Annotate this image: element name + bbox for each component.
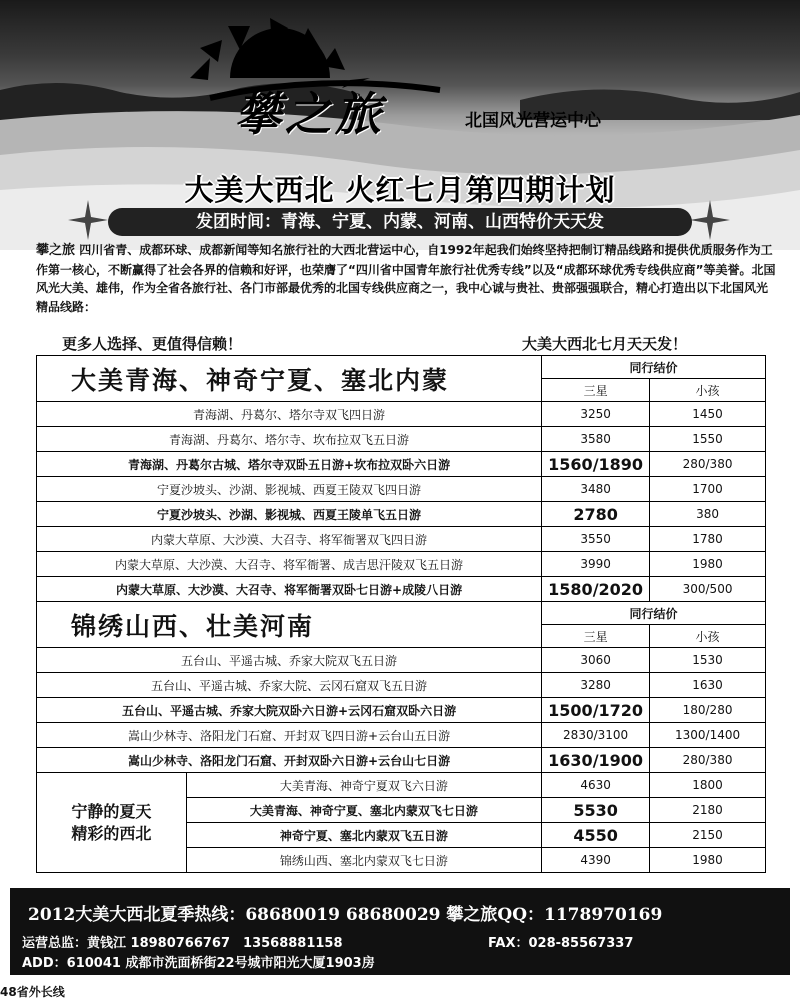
route-name: 五台山、平遥古城、乔家大院、云冈石窟双飞五日游 bbox=[37, 673, 542, 698]
route-name: 内蒙大草原、大沙漠、大召寺、将军衙署双卧七日游+成陵八日游 bbox=[37, 577, 542, 602]
hero-banner bbox=[0, 0, 800, 250]
table-row bbox=[37, 748, 766, 773]
child-price: 1700 bbox=[650, 477, 766, 502]
intro-brand: 攀之旅 bbox=[36, 243, 76, 258]
price-header: 同行结价 bbox=[542, 356, 766, 379]
route-name: 青海湖、丹葛尔、塔尔寺、坎布拉双飞五日游 bbox=[37, 427, 542, 452]
side-title-line1: 宁静的夏天 bbox=[71, 801, 152, 821]
child-price: 280/380 bbox=[650, 748, 766, 773]
routes-table bbox=[36, 355, 766, 873]
fax-number: FAX：028-85567337 bbox=[488, 936, 634, 951]
address-text: ADD：610041 成都市洗面桥街22号城市阳光大厦1903房 bbox=[22, 956, 375, 971]
contact-footer bbox=[10, 888, 790, 975]
adult-price: 3990 bbox=[542, 552, 650, 577]
adult-price: 3250 bbox=[542, 402, 650, 427]
child-price: 180/280 bbox=[650, 698, 766, 723]
tagline-right: 大美大西北七月天天发！ bbox=[522, 335, 688, 353]
route-name: 五台山、平遥古城、乔家大院双卧六日游+云冈石窟双卧六日游 bbox=[37, 698, 542, 723]
route-name: 嵩山少林寺、洛阳龙门石窟、开封双卧六日游+云台山七日游 bbox=[37, 748, 542, 773]
table-row bbox=[37, 552, 766, 577]
adult-price: 3480 bbox=[542, 477, 650, 502]
adult-price: 1560/1890 bbox=[542, 452, 650, 477]
child-price: 380 bbox=[650, 502, 766, 527]
adult-price: 5530 bbox=[542, 798, 650, 823]
table-row bbox=[37, 427, 766, 452]
section-header-row bbox=[37, 356, 766, 379]
table-row bbox=[37, 648, 766, 673]
child-price: 1780 bbox=[650, 527, 766, 552]
child-price: 1980 bbox=[650, 552, 766, 577]
route-name: 内蒙大草原、大沙漠、大召寺、将军衙署双飞四日游 bbox=[37, 527, 542, 552]
child-price: 1980 bbox=[650, 848, 766, 873]
adult-price: 3280 bbox=[542, 673, 650, 698]
manager-contact: 运营总监：黄钱江 18980766767 13568881158 bbox=[22, 936, 343, 951]
departure-banner bbox=[108, 208, 692, 236]
adult-price: 1630/1900 bbox=[542, 748, 650, 773]
section-title: 大美青海、神奇宁夏、塞北内蒙 bbox=[37, 356, 542, 402]
route-name: 青海湖、丹葛尔、塔尔寺双飞四日游 bbox=[37, 402, 542, 427]
main-title: 大美大西北 火红七月第四期计划 bbox=[184, 173, 616, 207]
adult-price: 3550 bbox=[542, 527, 650, 552]
route-name: 五台山、平遥古城、乔家大院双飞五日游 bbox=[37, 648, 542, 673]
intro-paragraph bbox=[36, 241, 776, 316]
table-row bbox=[37, 502, 766, 527]
section-header-row bbox=[37, 602, 766, 625]
table-row bbox=[37, 452, 766, 477]
table-row bbox=[37, 773, 766, 798]
table-row bbox=[37, 527, 766, 552]
tagline-left: 更多人选择、更值得信赖！ bbox=[62, 335, 243, 353]
col-adult-header: 三星 bbox=[542, 379, 650, 402]
table-row bbox=[37, 477, 766, 502]
child-price: 1630 bbox=[650, 673, 766, 698]
child-price: 1550 bbox=[650, 427, 766, 452]
table-row bbox=[37, 723, 766, 748]
child-price: 1530 bbox=[650, 648, 766, 673]
hotline-text: 2012大美大西北夏季热线：68680019 68680029 攀之旅QQ：1178970169 bbox=[28, 905, 663, 925]
table-row bbox=[37, 698, 766, 723]
sparkle-left-icon bbox=[68, 200, 108, 240]
col-child-header: 小孩 bbox=[650, 625, 766, 648]
intro-text: 四川省青、成都环球、成都新闻等知名旅行社的大西北营运中心，自1992年起我们始终坚持把制订精品线路和提供优质服务作为工作第一核心，不断赢得了社会各界的信赖和好评，也荣膺了“四川省中国青年旅行社优秀专线”以及“成都环球优秀专线供应商”等美誉。北国风光大美、雄伟，作为全省各旅行社、各门市部最优秀的北国专线供应商之一，我中心诚与贵社、贵部强强联合，精心打造出以下北国风光精品线路： bbox=[36, 243, 776, 314]
route-name: 内蒙大草原、大沙漠、大召寺、将军衙署、成吉思汗陵双飞五日游 bbox=[37, 552, 542, 577]
sparkle-right-icon bbox=[690, 200, 730, 240]
child-price: 2180 bbox=[650, 798, 766, 823]
logo-text: 攀之旅 bbox=[235, 87, 385, 141]
adult-price: 4550 bbox=[542, 823, 650, 848]
adult-price: 3060 bbox=[542, 648, 650, 673]
adult-price: 4630 bbox=[542, 773, 650, 798]
route-name: 锦绣山西、塞北内蒙双飞七日游 bbox=[186, 848, 541, 873]
page-footer: 48省外长线 bbox=[0, 985, 65, 999]
child-price: 1450 bbox=[650, 402, 766, 427]
route-name: 大美青海、神奇宁夏、塞北内蒙双飞七日游 bbox=[186, 798, 541, 823]
table-row bbox=[37, 673, 766, 698]
child-price: 1300/1400 bbox=[650, 723, 766, 748]
adult-price: 2830/3100 bbox=[542, 723, 650, 748]
side-title-line2: 精彩的西北 bbox=[71, 823, 152, 843]
table-row bbox=[37, 402, 766, 427]
adult-price: 2780 bbox=[542, 502, 650, 527]
child-price: 2150 bbox=[650, 823, 766, 848]
section-title: 锦绣山西、壮美河南 bbox=[37, 602, 542, 648]
adult-price: 1580/2020 bbox=[542, 577, 650, 602]
child-price: 300/500 bbox=[650, 577, 766, 602]
route-name: 大美青海、神奇宁夏双飞六日游 bbox=[186, 773, 541, 798]
table-row bbox=[37, 577, 766, 602]
center-subtitle: 北国风光营运中心 bbox=[465, 111, 601, 131]
route-name: 神奇宁夏、塞北内蒙双飞五日游 bbox=[186, 823, 541, 848]
adult-price: 4390 bbox=[542, 848, 650, 873]
route-name: 宁夏沙坡头、沙湖、影视城、西夏王陵双飞四日游 bbox=[37, 477, 542, 502]
price-header: 同行结价 bbox=[542, 602, 766, 625]
adult-price: 3580 bbox=[542, 427, 650, 452]
departure-text: 发团时间：青海、宁夏、内蒙、河南、山西特价天天发 bbox=[196, 212, 604, 232]
side-title bbox=[37, 773, 187, 873]
adult-price: 1500/1720 bbox=[542, 698, 650, 723]
route-name: 青海湖、丹葛尔古城、塔尔寺双卧五日游+坎布拉双卧六日游 bbox=[37, 452, 542, 477]
child-price: 1800 bbox=[650, 773, 766, 798]
col-adult-header: 三星 bbox=[542, 625, 650, 648]
route-name: 嵩山少林寺、洛阳龙门石窟、开封双飞四日游+云台山五日游 bbox=[37, 723, 542, 748]
route-name: 宁夏沙坡头、沙湖、影视城、西夏王陵单飞五日游 bbox=[37, 502, 542, 527]
child-price: 280/380 bbox=[650, 452, 766, 477]
col-child-header: 小孩 bbox=[650, 379, 766, 402]
